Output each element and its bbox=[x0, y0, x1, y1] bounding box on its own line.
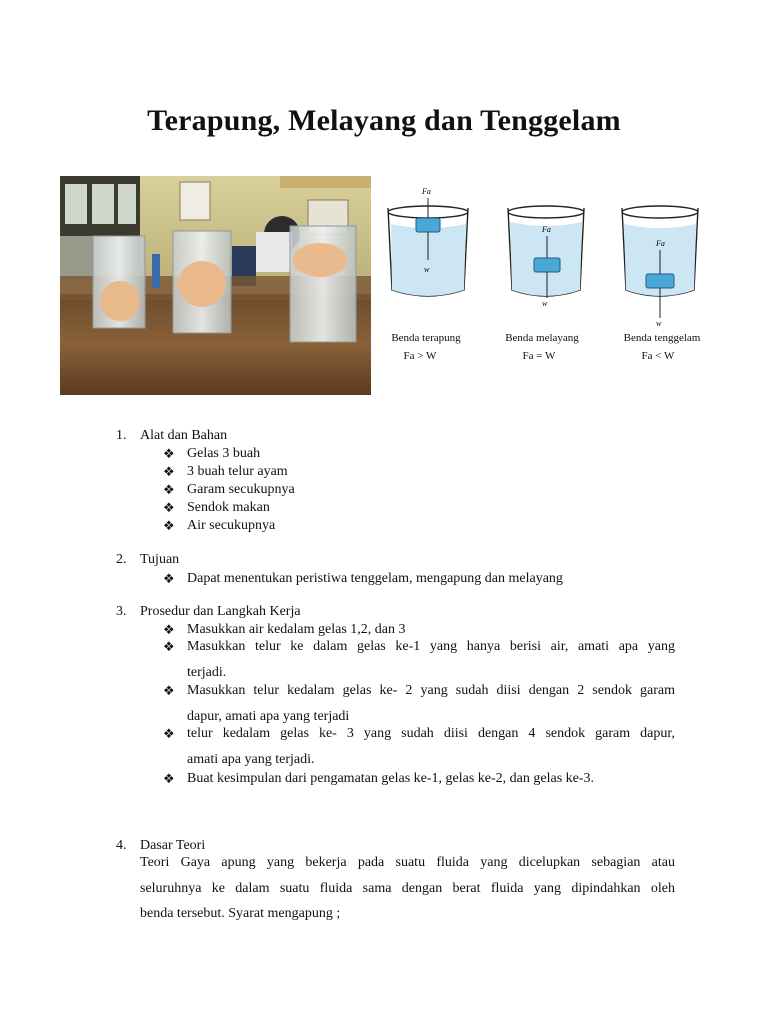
document-title: Terapung, Melayang dan Tenggelam bbox=[147, 104, 621, 137]
w-label: w bbox=[542, 299, 548, 308]
fa-label: Fa bbox=[656, 239, 665, 248]
experiment-photo bbox=[60, 176, 371, 395]
beaker-relation: Fa < W bbox=[641, 350, 675, 362]
section-heading: 4. Dasar Teori bbox=[116, 838, 206, 853]
fa-label: Fa bbox=[422, 187, 431, 196]
beaker-relation: Fa > W bbox=[403, 350, 437, 362]
w-label: w bbox=[656, 319, 662, 328]
fa-label: Fa bbox=[542, 225, 551, 234]
list-item: ❖ Masukkan telur kedalam gelas ke- 2 yang sudah diisi dengan 2 sendok garam dapur, amati apa yang terjadi bbox=[163, 683, 675, 724]
section-heading: 3. Prosedur dan Langkah Kerja bbox=[116, 604, 301, 619]
beaker-label: Benda tenggelam bbox=[623, 332, 701, 344]
w-label: w bbox=[424, 265, 430, 274]
beaker-sinking bbox=[622, 206, 698, 328]
beaker-label: Benda melayang bbox=[505, 332, 579, 344]
beaker-label: Benda terapung bbox=[391, 332, 461, 344]
section-heading: 1. Alat dan Bahan bbox=[116, 428, 228, 443]
beaker-floating bbox=[388, 187, 468, 296]
list-item: ❖ telur kedalam gelas ke- 3 yang sudah diisi dengan 4 sendok garam dapur, amati apa yang terjadi. bbox=[163, 726, 675, 767]
list-item: ❖ Masukkan telur ke dalam gelas ke-1 yang hanya berisi air, amati apa yang terjadi. bbox=[163, 639, 675, 680]
beaker-relation: Fa = W bbox=[522, 350, 556, 362]
buoyancy-diagram bbox=[380, 180, 710, 380]
theory-paragraph: Teori Gaya apung yang bekerja pada suatu fluida yang dicelupkan sebagian atau seluruhnya ke dalam suatu fluida sama dengan berat fluida yang dipindahkan oleh benda tersebut. Syarat mengapung ; bbox=[140, 855, 675, 921]
beaker-suspended bbox=[508, 206, 584, 308]
section-heading: 2. Tujuan bbox=[116, 552, 180, 567]
